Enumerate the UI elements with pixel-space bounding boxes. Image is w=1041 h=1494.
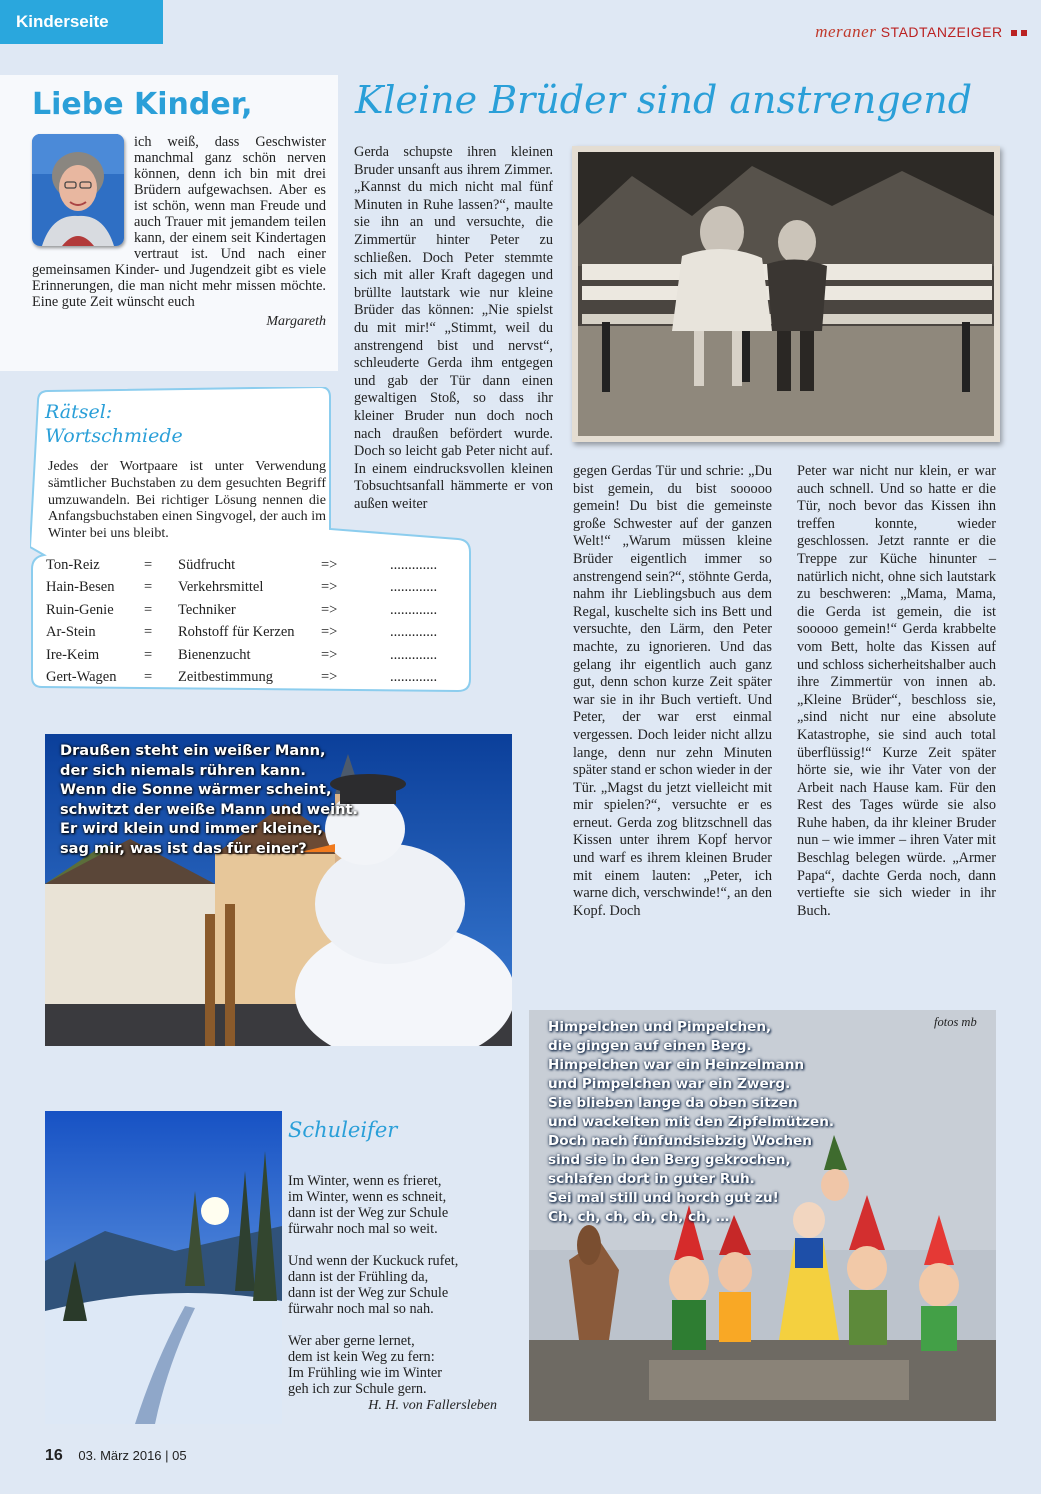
arrow: => <box>321 669 338 686</box>
answer-blank: ............. <box>390 646 438 663</box>
masthead-title: STADTANZEIGER <box>880 24 1003 40</box>
riddle-line: der sich niemals rühren kann. <box>60 761 306 779</box>
arrow: => <box>321 646 338 663</box>
poem-line: Im Winter, wenn es frieret, <box>288 1173 442 1189</box>
poem-line: fürwahr noch mal so weit. <box>288 1221 438 1237</box>
story-title: Kleine Brüder sind anstrengend <box>355 78 973 122</box>
hint: Rohstoff für Kerzen <box>178 624 295 641</box>
masthead <box>815 22 1027 42</box>
hint: Bienenzucht <box>178 646 251 663</box>
verse-line: und Pimpelchen war ein Zwerg. <box>548 1076 791 1092</box>
riddle-line: Draußen steht ein weißer Mann, <box>60 742 326 759</box>
poem-stanza <box>288 1333 458 1397</box>
verse-line: Sei mal still und horch gut zu! <box>548 1190 779 1206</box>
word-pair: Ton-Reiz <box>46 556 100 573</box>
intro-box <box>0 75 338 371</box>
answer-blank: ............. <box>390 579 438 596</box>
intro-text: ich weiß, dass Geschwister manchmal ganz schön nerven können, denn ich bin mit drei Brüdern aufgewachsen. Aber es ist schön, wenn man Freude und auch Trauer mit jemandem teilen kann, der einem seit Kindertagen vertraut ist. Und nach einer gemeinsamen Kinder- und Jugendzeit gibt es viele Erinnerungen, die man nicht mehr missen möchte. Eine gute Zeit wünscht euch <box>32 134 326 310</box>
author-portrait <box>32 134 124 246</box>
hint: Südfrucht <box>178 556 236 573</box>
equals-sign: = <box>144 579 153 596</box>
riddle-line: Er wird klein und immer kleiner, <box>60 820 323 838</box>
vintage-children-photo <box>572 146 1000 442</box>
poem-line: im Winter, wenn es schneit, <box>288 1189 447 1205</box>
puzzle-row <box>46 644 437 667</box>
word-pair: Ire-Keim <box>46 646 100 663</box>
masthead-square-icon <box>1021 30 1027 36</box>
word-pair: Ar-Stein <box>46 624 96 641</box>
verse-line: die gingen auf einen Berg. <box>548 1038 752 1054</box>
poem-line: Wer aber gerne lernet, <box>288 1333 415 1349</box>
riddle-line: sag mir, was ist das für einer? <box>60 839 307 857</box>
verse-line: Himpelchen war ein Heinzelmann <box>548 1057 805 1073</box>
poem-body <box>288 1173 458 1413</box>
photo-credit: fotos mb <box>934 1015 977 1029</box>
page-footer <box>45 1447 187 1465</box>
verse-line: und wackelten mit den Zipfelmützen. <box>548 1114 835 1130</box>
puzzle-intro: Jedes der Wortpaare ist unter Verwendung sämtlicher Buchstaben zu dem gesuchten Begriff umzuwandeln. Bei richtiger Lösung nennen die Anfangsbuchstaben einen Singvogel, der auch im Winter bei uns bleibt. <box>48 459 326 542</box>
snowman-riddle <box>60 741 358 859</box>
puzzle-title-line2: Wortschmiede <box>45 425 183 447</box>
arrow: => <box>321 624 338 641</box>
verse-line: Sie blieben lange da oben sitzen <box>548 1095 798 1111</box>
answer-blank: ............. <box>390 669 438 686</box>
word-pair: Hain-Besen <box>46 579 115 596</box>
equals-sign: = <box>144 646 153 663</box>
winter-path-photo <box>45 1111 282 1424</box>
poem-line: geh ich zur Schule gern. <box>288 1381 427 1397</box>
verse-line: Himpelchen und Pimpelchen, <box>548 1019 772 1035</box>
story-column-1: Gerda schupste ihren kleinen Bruder unsanft aus ihrem Zimmer. „Kannst du mich nicht mal fünf Minuten in Ruhe lassen?“, maulte sie ihn an und versuchte, die Zimmertür hinter Peter zu schließen. Doch Peter stemmte sich mit aller Kraft dagegen und brüllte lautstark wie nur kleine Brüder das können: „Nie spielst du mit mir!“ „Stimmt, weil du anstrengend bist und nervst“, schleuderte Gerda ihm entgegen und gab der Tür dann einen gewaltigen Stoß, so dass ihr kleiner Bruder nun doch noch nach draußen befördert wurde. Doch so leicht gab Peter nicht auf. In einem eindrucksvollen kleinen Tobsuchtsanfall hämmerte er von außen weiter <box>354 144 553 512</box>
equals-sign: = <box>144 556 153 573</box>
verse-line: Doch nach fünfundsiebzig Wochen <box>548 1133 812 1149</box>
poem-stanza <box>288 1253 458 1317</box>
verse-line: schlafen dort in guter Ruh. <box>548 1171 755 1187</box>
poem-line: dann ist der Frühling da, <box>288 1269 429 1285</box>
hint: Zeitbestimmung <box>178 669 274 686</box>
puzzle-row <box>46 667 437 690</box>
masthead-brand: meraner <box>815 22 877 41</box>
hint: Techniker <box>178 601 236 618</box>
equals-sign: = <box>144 601 153 618</box>
word-pair: Gert-Wagen <box>46 669 117 686</box>
puzzle-title-line1: Rätsel: <box>45 401 113 423</box>
issue-date: 03. März 2016 | 05 <box>78 1448 187 1463</box>
arrow: => <box>321 579 338 596</box>
section-label: Kinderseite <box>16 12 109 31</box>
gnome-verse <box>548 1018 834 1227</box>
poem-line: dann ist der Weg zur Schule <box>288 1205 449 1221</box>
intro-signature: Margareth <box>266 314 326 329</box>
puzzle-row <box>46 622 437 645</box>
puzzle-table <box>46 554 437 689</box>
poem-title: Schuleifer <box>288 1118 398 1142</box>
riddle-line: Wenn die Sonne wärmer scheint, <box>60 781 332 799</box>
section-tab <box>0 0 163 44</box>
arrow: => <box>321 556 338 573</box>
hint: Verkehrsmittel <box>178 579 264 596</box>
story-column-3: Peter war nicht nur klein, er war auch schnell. Und so hatte er die Tür, noch bevor das Kissen ihn treffen konnte, wieder geschlossen. Jetzt rannte er die Treppe zur Küche hinunter – natürlich nicht, ohne sich lautstark zu beschweren: „Mama, Mama, die Gerda ist gemein, die ist sooooo gemein!“ Gerda krabbelte vom Bett, holte das Kissen auf und schloss sicherheitshalber auch ihre Zimmertür von innen ab. „Kleine Brüder“, beschloss sie, „sind nicht nur eine absolute Katastrophe, sie sind auch total überflüssig!“ Kurze Zeit später hörte sie, wie ihr Vater von der Arbeit nach Hause kam. Für den Rest des Tages würde sie also Ruhe haben, da ihr kleiner Bruder nun – wie immer – ihren Vater mit Beschlag belegen würde. „Armer Papa“, dachte Gerda noch, dann vertiefte sie sich wieder in ihr Buch. <box>797 463 996 919</box>
verse-line: sind sie in den Berg gekrochen, <box>548 1152 791 1168</box>
puzzle-row <box>46 554 437 577</box>
poem-author: H. H. von Fallersleben <box>368 1398 497 1413</box>
answer-blank: ............. <box>390 556 438 573</box>
puzzle-row <box>46 577 437 600</box>
verse-line: Ch, ch, ch, ch, ch, ch, … <box>548 1209 730 1225</box>
word-pair: Ruin-Genie <box>46 601 114 618</box>
masthead-square-icon <box>1011 30 1017 36</box>
poem-line: dem ist kein Weg zu fern: <box>288 1349 435 1365</box>
poem-line: Und wenn der Kuckuck rufet, <box>288 1253 459 1269</box>
puzzle-row <box>46 599 437 622</box>
page-number: 16 <box>45 1447 63 1464</box>
puzzle-title <box>45 400 183 448</box>
equals-sign: = <box>144 669 153 686</box>
poem-line: Im Frühling wie im Winter <box>288 1365 443 1381</box>
intro-title: Liebe Kinder, <box>32 87 253 122</box>
poem-stanza <box>288 1173 458 1237</box>
equals-sign: = <box>144 624 153 641</box>
riddle-line: schwitzt der weiße Mann und weint. <box>60 800 359 818</box>
answer-blank: ............. <box>390 601 438 618</box>
story-column-2: gegen Gerdas Tür und schrie: „Du bist gemein, du bist sooooo gemein! Du bist die gemeinste große Schwester auf der ganzen Welt!“ „Warum müssen kleine Brüder eigentlich immer so anstrengend sein?“, stöhnte Gerda, nahm ihr Lieblingsbuch aus dem Regal, kuschelte sich ins Bett und versuchte, den Lärm, den Peter machte, zu ignorieren. Und das gelang ihr eigentlich auch ganz gut, denn schon kurze Zeit später war sie in ihr Buch vertieft. Und Peter, der war erst einmal vergessen. Doch leider nicht allzu lange, denn nur zehn Minuten später stand er schon wieder in der Tür. „Magst du jetzt vielleicht mit mir spielen?“, versuchte er es erneut. Gerda zog blitzschnell das Kissen unter ihrem Kopf hervor und warf es ihrem kleinen Bruder mit einem lauten: „Peter, ich warne dich, verschwinde!“, an den Kopf. Doch <box>573 463 772 919</box>
poem-line: dann ist der Weg zur Schule <box>288 1285 449 1301</box>
arrow: => <box>321 601 338 618</box>
answer-blank: ............. <box>390 624 438 641</box>
poem-line: fürwahr noch mal so nah. <box>288 1301 434 1317</box>
